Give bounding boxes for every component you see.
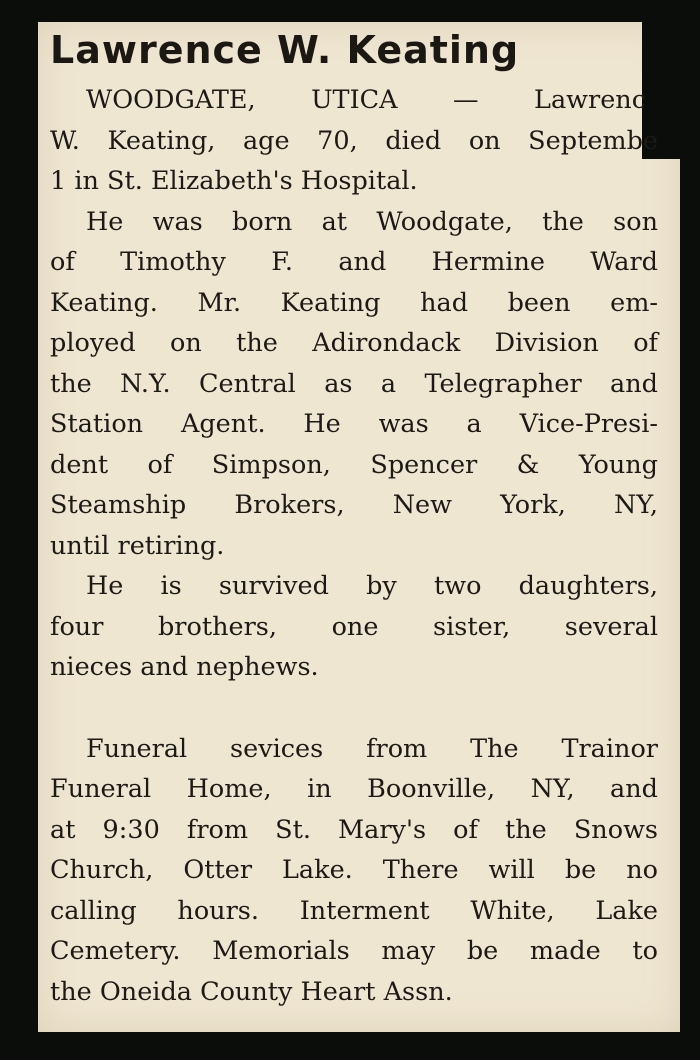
text-line: ployed on the Adirondack Division of xyxy=(50,328,658,358)
obituary-body xyxy=(50,80,660,1012)
paragraph-funeral xyxy=(50,729,660,1013)
text-line: He was born at Woodgate, the son xyxy=(86,206,658,237)
text-line: at 9:30 from St. Mary's of the Snows xyxy=(50,814,658,845)
paragraph-survivors xyxy=(50,566,660,688)
text-line: Steamship Brokers, New York, NY, xyxy=(50,490,658,520)
text-line: Funeral Home, in Boonville, NY, and xyxy=(50,774,658,804)
obituary-headline: Lawrence W. Keating xyxy=(50,28,520,72)
text-line: calling hours. Interment White, Lake xyxy=(50,895,658,926)
text-line: Church, Otter Lake. There will be no xyxy=(50,855,658,885)
text-line: Station Agent. He was a Vice-Presi- xyxy=(50,409,658,439)
text-line: WOODGATE, UTICA — Lawrenc xyxy=(86,85,646,115)
text-line: of Timothy F. and Hermine Ward xyxy=(50,247,658,277)
text-line: the Oneida County Heart Assn. xyxy=(50,976,453,1007)
text-line: four brothers, one sister, several xyxy=(50,611,658,642)
text-line: He is survived by two daughters, xyxy=(86,571,658,601)
text-line: Keating. Mr. Keating had been em- xyxy=(50,287,658,318)
text-line: dent of Simpson, Spencer & Young xyxy=(50,449,658,480)
text-line: until retiring. xyxy=(50,530,225,561)
text-line: the N.Y. Central as a Telegrapher and xyxy=(50,368,658,399)
text-line: 1 in St. Elizabeth's Hospital. xyxy=(50,166,418,196)
text-line: nieces and nephews. xyxy=(50,652,319,682)
paragraph-intro xyxy=(50,80,660,202)
paragraph-biography xyxy=(50,202,660,567)
paragraph-spacer xyxy=(50,688,660,729)
text-line: W. Keating, age 70, died on Septembe xyxy=(50,125,658,156)
text-line: Funeral sevices from The Trainor xyxy=(86,733,658,764)
text-line: Cemetery. Memorials may be made to xyxy=(50,936,658,966)
